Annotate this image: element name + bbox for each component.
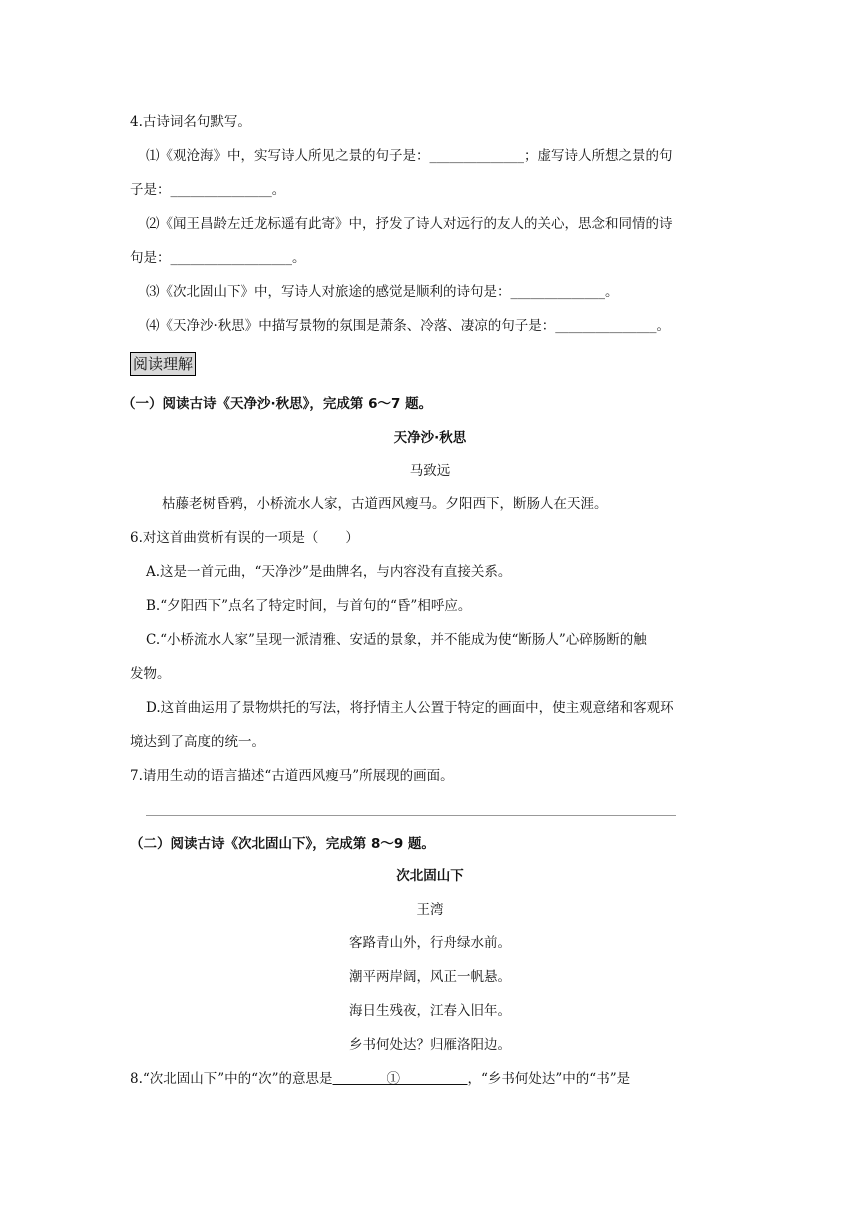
q6-option-d-line1: D.这首曲运用了景物烘托的写法，将抒情主人公置于特定的画面中，使主观意绪和客观环 xyxy=(146,700,674,716)
q4-item3: ⑶《次北固山下》中，写诗人对旅途的感觉是顺利的诗句是：______________。 xyxy=(146,284,619,300)
part2-poem-line: 乡书何处达？归雁洛阳边。 xyxy=(349,1037,511,1053)
part1-poem-author: 马致远 xyxy=(409,463,451,479)
q7-answer-line xyxy=(146,815,676,816)
q6-option-d-line2: 境达到了高度的统一。 xyxy=(130,734,265,750)
q8-prefix: 8.“次北固山下”中的“次”的意思是 xyxy=(130,1071,333,1087)
q8-blank-1: ① xyxy=(332,1071,468,1087)
part2-poem-title: 次北固山下 xyxy=(396,868,464,884)
part1-poem-title: 天净沙·秋思 xyxy=(393,430,467,446)
part1-poem-text: 枯藤老树昏鸦，小桥流水人家，古道西风瘦马。夕阳西下，断肠人在天涯。 xyxy=(162,496,608,512)
q6-option-b: B.“夕阳西下”点名了特定时间，与首句的“昏”相呼应。 xyxy=(146,598,472,614)
q4-item1-line2: 子是：_______________。 xyxy=(130,182,286,198)
q4-item4: ⑷《天净沙·秋思》中描写景物的氛围是萧条、冷落、凄凉的句子是：_______________。 xyxy=(146,318,671,334)
q6-stem: 6.对这首曲赏析有误的一项是（ ） xyxy=(130,530,359,546)
q7-stem: 7.请用生动的语言描述“古道西风瘦马”所展现的画面。 xyxy=(130,768,454,784)
section-label-reading: 阅读理解 xyxy=(130,352,196,376)
q6-option-c-line2: 发物。 xyxy=(130,666,171,682)
part2-poem-line: 客路青山外，行舟绿水前。 xyxy=(349,935,511,951)
part2-poem-author: 王湾 xyxy=(416,902,444,918)
q4-item2-line2: 句是：__________________。 xyxy=(130,250,306,266)
part2-poem-line: 潮平两岸阔，风正一帆悬。 xyxy=(349,969,511,985)
q6-option-c-line1: C.“小桥流水人家”呈现一派清雅、安适的景象，并不能成为使“断肠人”心碎肠断的触 xyxy=(146,632,647,648)
q8-stem xyxy=(130,1069,630,1089)
part2-heading: （二）阅读古诗《次北固山下》，完成第 8～9 题。 xyxy=(130,836,435,852)
q8-suffix: ，“乡书何处达”中的“书”是 xyxy=(467,1071,631,1087)
q4-item2-line1: ⑵《闻王昌龄左迁龙标遥有此寄》中，抒发了诗人对远行的友人的关心，思念和同情的诗 xyxy=(146,216,673,232)
q4-item1-line1: ⑴《观沧海》中，实写诗人所见之景的句子是：______________；虚写诗人所想之景的句 xyxy=(146,148,673,164)
part1-heading: （一）阅读古诗《天净沙·秋思》，完成第 6～7 题。 xyxy=(122,396,433,412)
q6-option-a: A.这是一首元曲，“天净沙”是曲牌名，与内容没有直接关系。 xyxy=(146,564,512,580)
q4-title: 4.古诗词名句默写。 xyxy=(130,114,251,130)
part2-poem-line: 海日生残夜，江春入旧年。 xyxy=(349,1003,511,1019)
